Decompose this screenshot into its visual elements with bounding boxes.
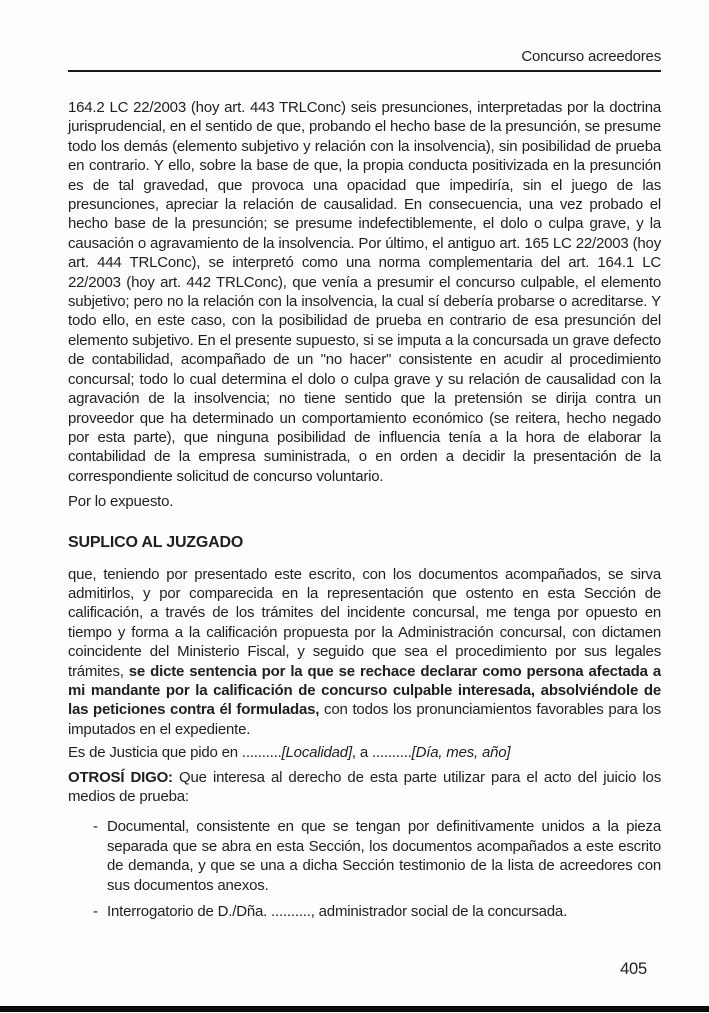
paragraph-otrosi-digo: [68, 768, 661, 807]
justicia-placeholder-localidad: [Localidad]: [281, 744, 352, 762]
heading-suplico-al-juzgado: SUPLICO AL JUZGADO: [68, 533, 244, 551]
paragraph-por-lo-expuesto: Por lo expuesto.: [68, 493, 174, 511]
running-header: [68, 48, 661, 66]
list-dash-marker: -: [93, 903, 98, 921]
otrosi-text: Que interesa al derecho de esta parte utilizar para el acto del juicio los medios de prueba:: [68, 768, 662, 805]
suplico-run-regular-1: que, teniendo por presentado este escrito, con los documentos acompañados, se sirva admitirlos, y por comparecida en la representación que ostento en esta Sección de calificación, a través de los trámites del incidente concursal, me tenga por opuesto en tiempo y forma a la calificación propuesta por la Administración concursal, con dictamen coincidente del Ministerio Fiscal, y seguido que sea el procedimiento por sus legales trámites,: [68, 565, 661, 680]
justicia-run-regular-1: Es de Justicia que pido en ..........: [68, 744, 282, 762]
header-rule: [68, 70, 661, 72]
running-header-title: Concurso acreedores: [521, 48, 661, 65]
list-dash-marker: -: [93, 818, 98, 836]
otrosi-label: OTROSÍ DIGO:: [68, 768, 173, 786]
list-item-interrogatorio: [68, 902, 661, 921]
paragraph-es-de-justicia: [68, 743, 661, 762]
list-item-text: Documental, consistente en que se tengan por definitivamente unidos a la pieza separada que se abra en esta Sección, los documentos acompañados a este escrito de demanda, y que se una a dicha Sección testimonio de la lista de acreedores con sus documentos anexos.: [107, 818, 661, 894]
page-bottom-edge-bar: [0, 1006, 709, 1012]
page-number: 405: [620, 960, 647, 978]
list-item-text: Interrogatorio de D./Dña. .........., administrador social de la concursada.: [107, 903, 568, 921]
paragraph-suplico: [68, 565, 661, 740]
justicia-run-regular-2: , a ..........: [351, 744, 412, 762]
suplico-run-regular-2: con todos los pronunciamientos favorables para los imputados en el expediente.: [68, 701, 661, 738]
list-item-documental: [68, 817, 661, 895]
justicia-placeholder-fecha: [Día, mes, año]: [411, 744, 511, 762]
text-column: [68, 0, 661, 921]
proof-list: [68, 817, 661, 921]
paragraph-presunciones: 164.2 LC 22/2003 (hoy art. 443 TRLConc) seis presunciones, interpretadas por la doctrina jurisprudencial, en el sentido de que, probando el hecho base de la presunción, se presume todo los demás (elemento subjetivo y relación con la insolvencia), sin posibilidad de prueba en contrario. Y ello, sobre la base de que, la propia conducta positivizada en la presunción es de tal gravedad, que provoca una opacidad que impediría, sin el juego de las presunciones, apreciar la relación de causalidad. En consecuencia, una vez probado el hecho base de la presunción; se presume indefectiblemente, el dolo o culpa grave, y la causación o agravamiento de la insolvencia. Por último, el antiguo art. 165 LC 22/2003 (hoy art. 444 TRLConc), se interpretó como una norma complementaria del art. 164.1 LC 22/2003 (hoy art. 442 TRLConc), que venía a presumir el concurso culpable, el elemento subjetivo; pero no la relación con la insolvencia, la cual sí debería probarse o acreditarse. Y todo ello, en este caso, con la posibilidad de prueba en contrario de esa presunción del elemento subjetivo. En el presente supuesto, si se imputa a la concursada un grave defecto de contabilidad, acompañado de un "no hacer" consistente en acudir al procedimiento concursal; todo lo cual determina el dolo o culpa grave y su relación de causalidad con la agravación de la insolvencia; no tiene sentido que la pretensión se dirija contra un proveedor que ha determinado un comportamiento económico (se reitera, hecho negado por esta parte), que ninguna posibilidad de influencia tenía a la hora de elaborar la contabilidad de la empresa suministrada, o en orden a decidir la presentación de la correspondiente solicitud de concurso voluntario.: [68, 99, 661, 485]
suplico-run-bold: se dicte sentencia por la que se rechace declarar como persona afectada a mi mandante por la calificación de concurso culpable interesada, absolviéndole de las peticiones contra él formuladas,: [68, 662, 661, 719]
